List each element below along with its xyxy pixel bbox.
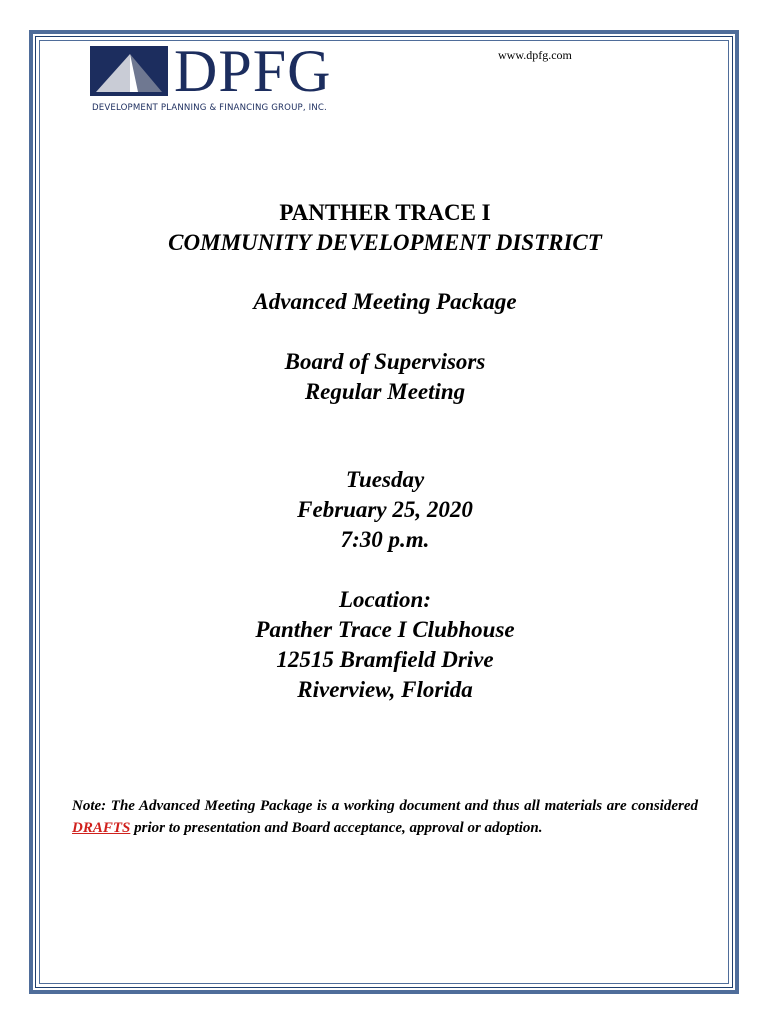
meeting-day: Tuesday	[345, 467, 425, 492]
meeting-date: February 25, 2020	[297, 497, 473, 522]
drafts-highlight: DRAFTS	[72, 820, 131, 836]
logo-wordmark: DPFG	[174, 38, 332, 104]
dpfg-logo	[90, 38, 352, 120]
package-name	[60, 287, 710, 317]
package-label: Advanced Meeting Package	[253, 289, 517, 314]
note-text-2: prior to presentation and Board acceptance, approval or adoption.	[130, 820, 543, 836]
note-text-1: Note: The Advanced Meeting Package is a working document and thus all materials are considered	[72, 798, 698, 814]
drafts-note	[72, 795, 698, 839]
website-link[interactable]: www.dpfg.com	[498, 48, 572, 62]
location-address: 12515 Bramfield Drive	[276, 647, 494, 672]
meeting-body: Board of Supervisors	[284, 349, 486, 374]
district-title	[60, 198, 710, 258]
meeting-info	[60, 347, 710, 407]
meeting-location	[60, 585, 710, 705]
meeting-type: Regular Meeting	[304, 379, 466, 404]
location-city: Riverview, Florida	[297, 677, 473, 702]
location-label: Location:	[339, 587, 431, 612]
logo-subtitle: DEVELOPMENT PLANNING & FINANCING GROUP, INC.	[92, 103, 327, 113]
logo-mark-icon	[90, 46, 168, 96]
location-name: Panther Trace I Clubhouse	[255, 617, 515, 642]
title-line-2: COMMUNITY DEVELOPMENT DISTRICT	[168, 230, 602, 255]
title-line-1: PANTHER TRACE I	[279, 200, 491, 225]
meeting-datetime	[60, 465, 710, 555]
meeting-time: 7:30 p.m.	[340, 527, 430, 552]
